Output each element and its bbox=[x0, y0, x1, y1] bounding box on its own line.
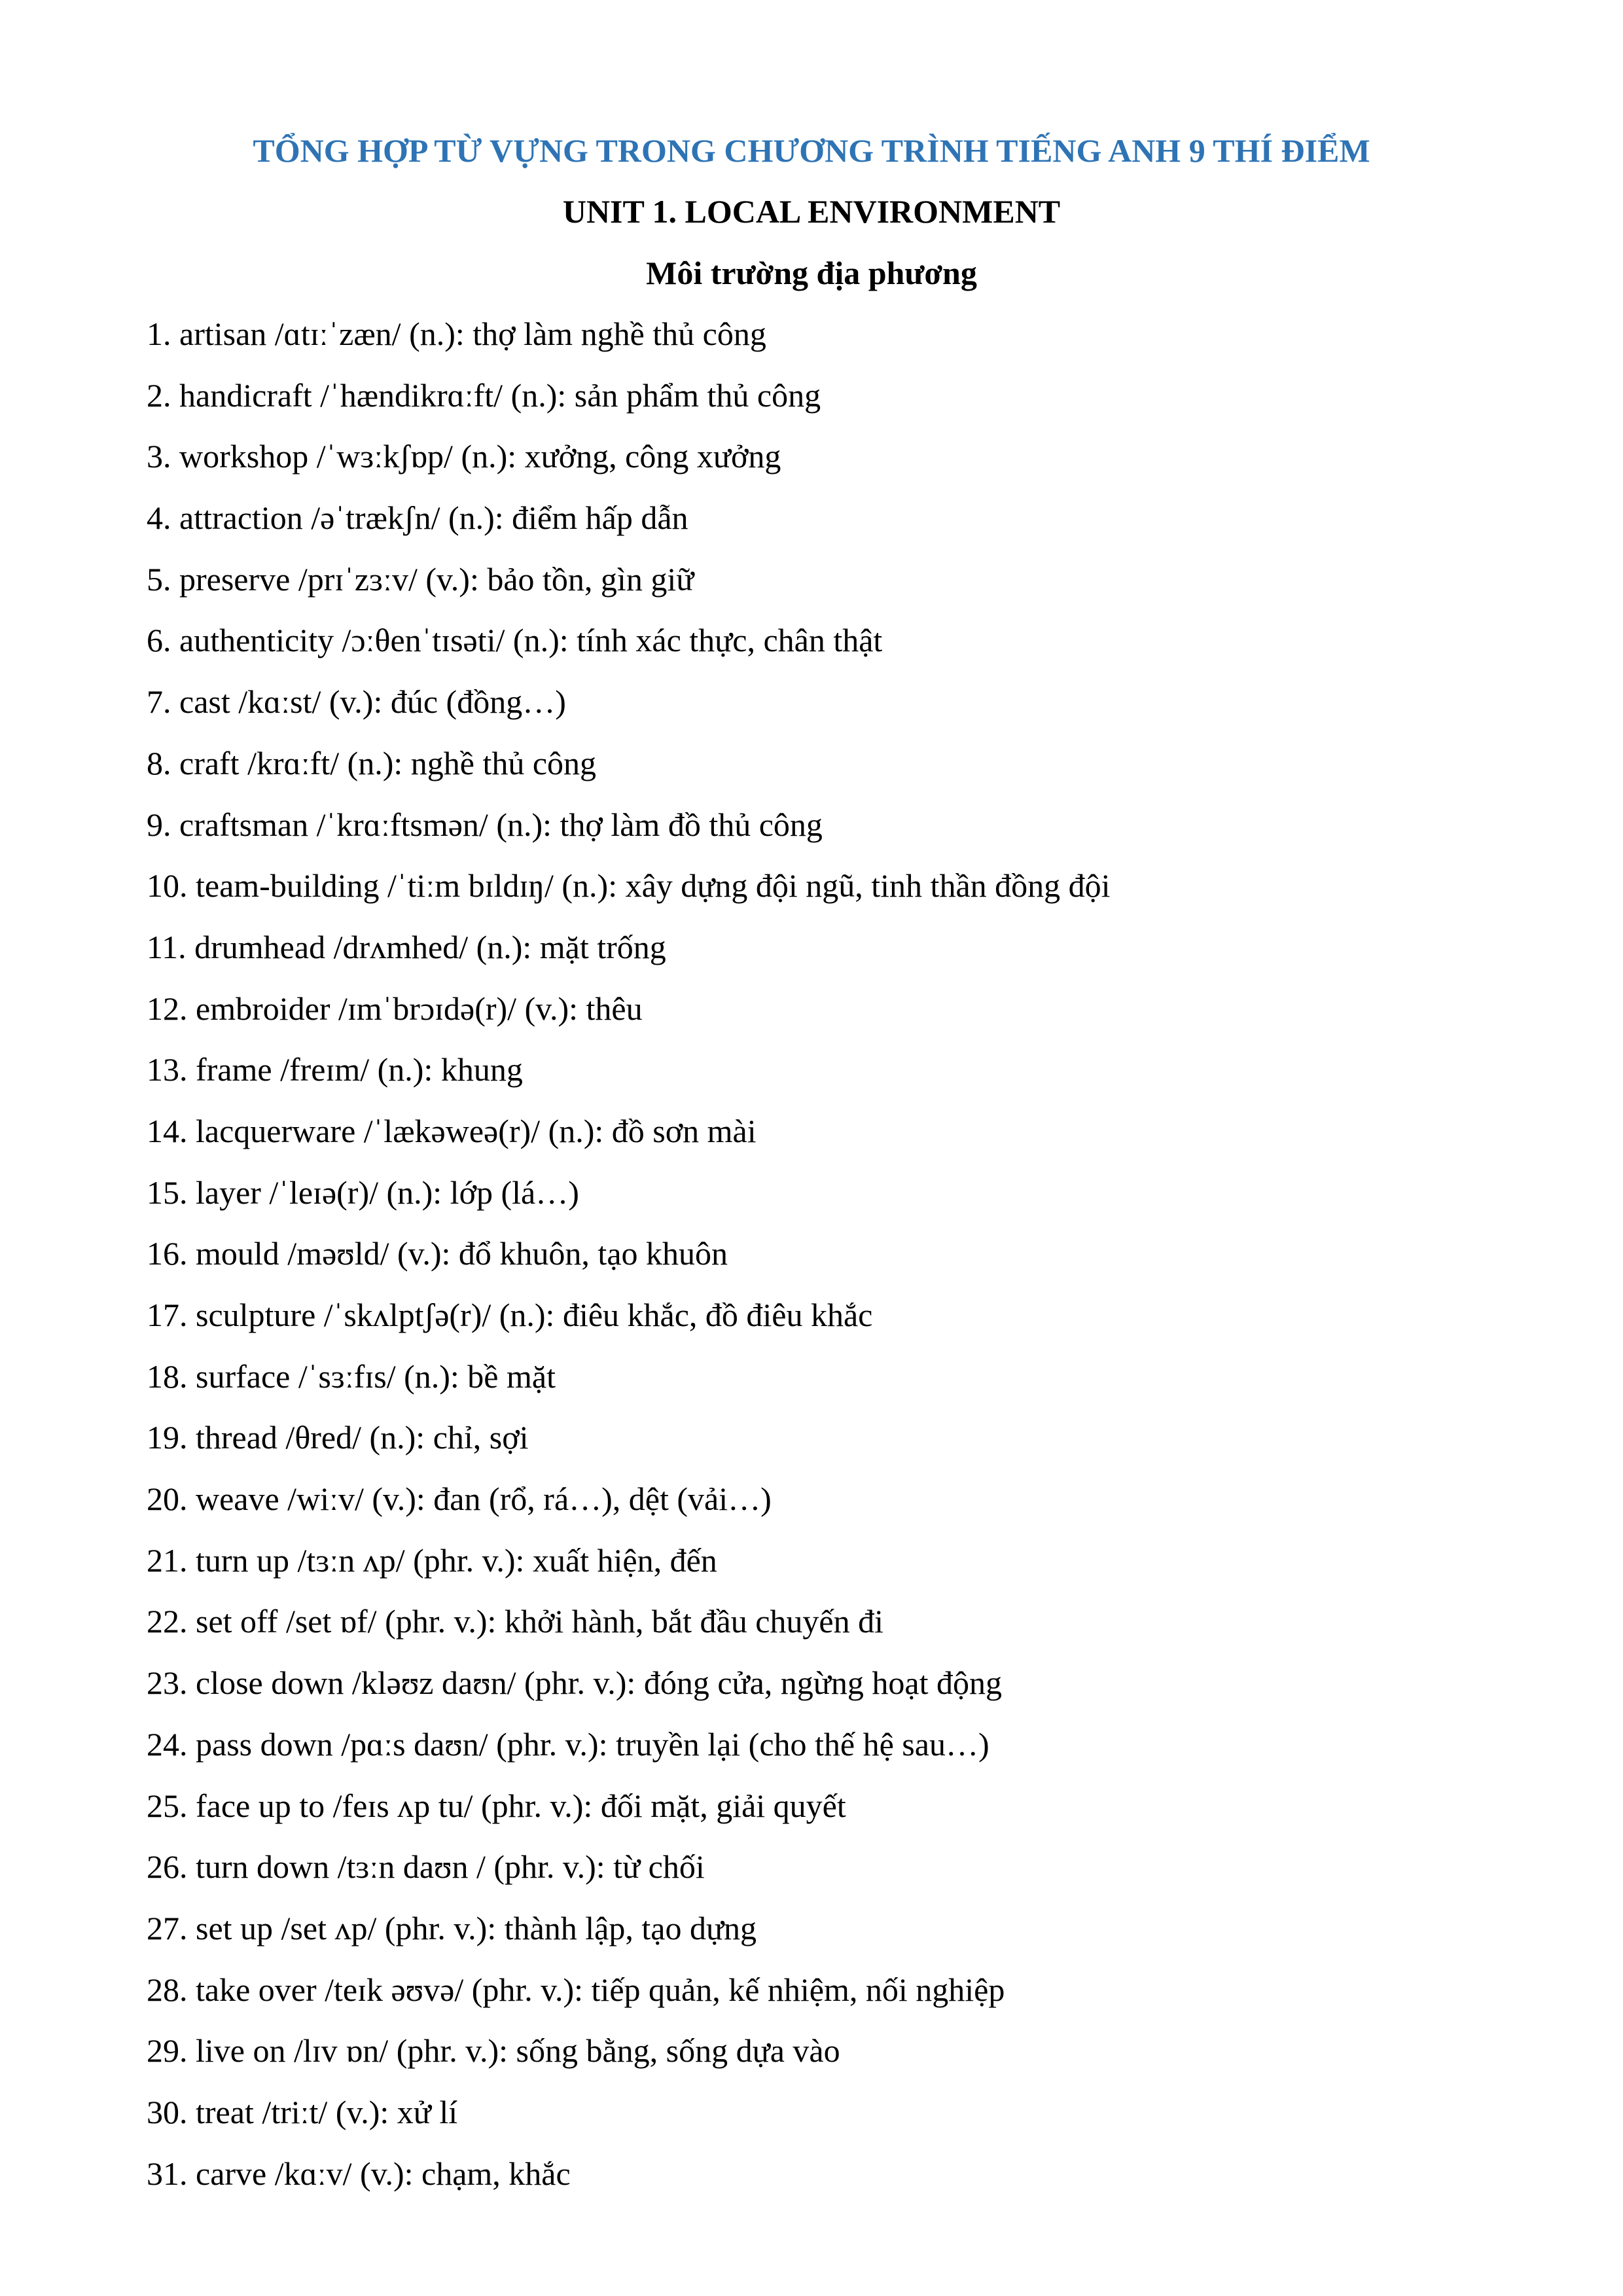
vocab-item: 28. take over /teɪk əʊvə/ (phr. v.): tiếp quản, kế nhiệm, nối nghiệp bbox=[147, 1971, 1005, 2008]
vocab-item: 2. handicraft /ˈhændikrɑːft/ (n.): sản phẩm thủ công bbox=[147, 376, 821, 414]
vocab-item: 10. team-building /ˈtiːm bɪldɪŋ/ (n.): xây dựng đội ngũ, tinh thần đồng đội bbox=[147, 867, 1111, 905]
vocab-item: 27. set up /set ʌp/ (phr. v.): thành lập, tạo dựng bbox=[147, 1909, 757, 1946]
document-title: TỔNG HỢP TỪ VỰNG TRONG CHƯƠNG TRÌNH TIẾNG ANH 9 THÍ ĐIỂM bbox=[253, 132, 1370, 169]
vocab-item: 9. craftsman /ˈkrɑːftsmən/ (n.): thợ làm đồ thủ công bbox=[147, 806, 823, 843]
vocab-item: 13. frame /freɪm/ (n.): khung bbox=[147, 1051, 523, 1088]
vocab-item: 11. drumhead /drʌmhed/ (n.): mặt trống bbox=[147, 928, 666, 965]
vocab-item: 17. sculpture /ˈskʌlptʃə(r)/ (n.): điêu khắc, đồ điêu khắc bbox=[147, 1297, 873, 1333]
vocab-item: 26. turn down /tɜːn daʊn / (phr. v.): từ chối bbox=[147, 1848, 705, 1886]
vocab-item: 3. workshop /ˈwɜːkʃɒp/ (n.): xưởng, công xưởng bbox=[147, 438, 781, 475]
vocab-item: 6. authenticity /ɔːθenˈtɪsəti/ (n.): tính xác thực, chân thật bbox=[147, 622, 883, 659]
unit-title: UNIT 1. LOCAL ENVIRONMENT bbox=[562, 193, 1061, 230]
vocab-item: 21. turn up /tɜːn ʌp/ (phr. v.): xuất hiện, đến bbox=[147, 1541, 717, 1579]
vocab-item: 24. pass down /pɑːs daʊn/ (phr. v.): truyền lại (cho thế hệ sau…) bbox=[147, 1725, 990, 1763]
vocab-item: 1. artisan /ɑtɪːˈzæn/ (n.): thợ làm nghề thủ công bbox=[147, 315, 766, 352]
vocab-item: 20. weave /wiːv/ (v.): đan (rổ, rá…), dệt (vải…) bbox=[147, 1480, 772, 1518]
unit-subtitle: Môi trường địa phương bbox=[646, 255, 977, 291]
vocab-item: 23. close down /kləʊz daʊn/ (phr. v.): đóng cửa, ngừng hoạt động bbox=[147, 1664, 1002, 1702]
vocab-item: 4. attraction /əˈtrækʃn/ (n.): điểm hấp dẫn bbox=[147, 499, 688, 537]
vocab-item: 7. cast /kɑːst/ (v.): đúc (đồng…) bbox=[147, 683, 566, 721]
vocab-item: 31. carve /kɑːv/ (v.): chạm, khắc bbox=[147, 2155, 571, 2192]
vocab-item: 22. set off /set ɒf/ (phr. v.): khởi hành, bắt đầu chuyến đi bbox=[147, 1603, 883, 1640]
vocab-item: 30. treat /triːt/ (v.): xử lí bbox=[147, 2093, 458, 2130]
vocab-item: 8. craft /krɑːft/ (n.): nghề thủ công bbox=[147, 744, 597, 781]
vocab-item: 18. surface /ˈsɜːfɪs/ (n.): bề mặt bbox=[147, 1357, 556, 1395]
vocabulary-list bbox=[147, 308, 1521, 2208]
vocab-item: 12. embroider /ɪmˈbrɔɪdə(r)/ (v.): thêu bbox=[147, 990, 643, 1027]
vocab-item: 25. face up to /feɪs ʌp tu/ (phr. v.): đối mặt, giải quyết bbox=[147, 1787, 846, 1824]
vocab-item: 5. preserve /prɪˈzɜːv/ (v.): bảo tồn, gìn giữ bbox=[147, 560, 694, 598]
vocab-item: 14. lacquerware /ˈlækəweə(r)/ (n.): đồ sơn mài bbox=[147, 1112, 757, 1149]
vocab-item: 15. layer /ˈleɪə(r)/ (n.): lớp (lá…) bbox=[147, 1174, 579, 1211]
vocab-item: 19. thread /θred/ (n.): chỉ, sợi bbox=[147, 1419, 529, 1456]
vocab-item: 16. mould /məʊld/ (v.): đổ khuôn, tạo khuôn bbox=[147, 1235, 728, 1272]
vocab-item: 29. live on /lɪv ɒn/ (phr. v.): sống bằng, sống dựa vào bbox=[147, 2032, 840, 2070]
